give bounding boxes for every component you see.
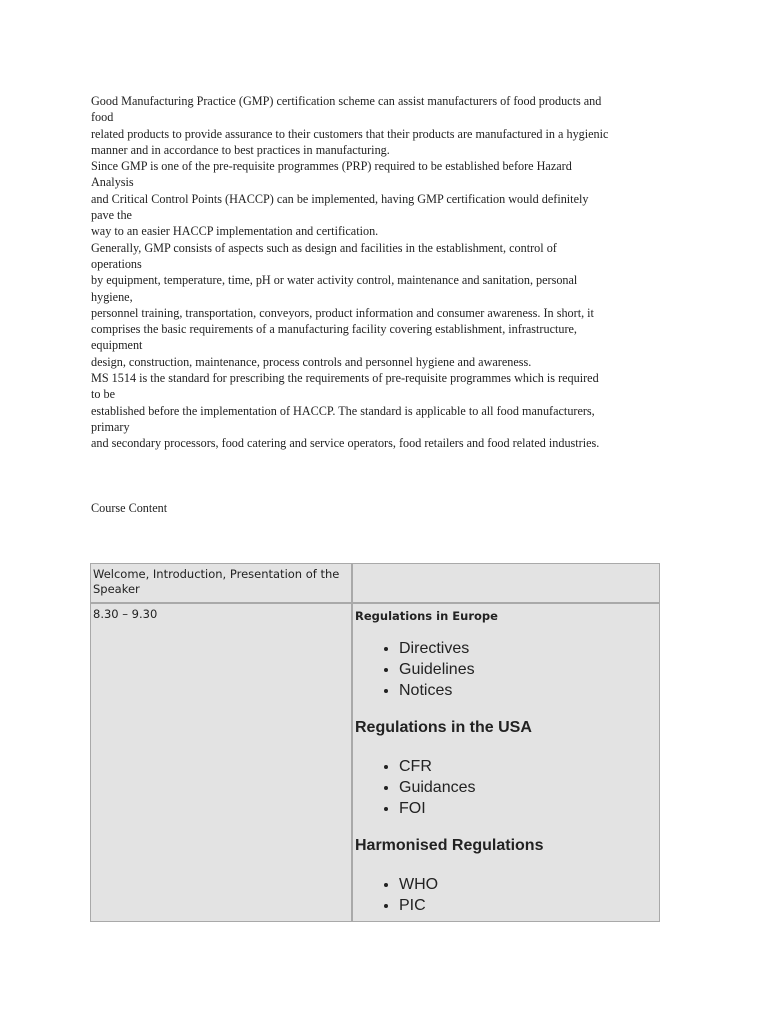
intro-line: comprises the basic requirements of a manufacturing facility covering establishment, infrastructure, [91,322,577,337]
intro-line: established before the implementation of HACCP. The standard is applicable to all food manufacturers, [91,403,595,418]
list-item: • Notices [399,680,657,701]
empty-cell [352,563,660,603]
intro-line: equipment [91,338,143,353]
intro-line: design, construction, maintenance, process controls and personnel hygiene and awareness. [91,354,532,369]
intro-line: and Critical Control Points (HACCP) can be implemented, having GMP certification would definitely [91,191,589,206]
harmonised-list [355,874,657,916]
session-cell [352,603,660,922]
intro-line: food [91,110,114,125]
welcome-cell: Welcome, Introduction, Presentation of the Speaker [90,563,352,603]
list-item: • CFR [399,756,657,777]
list-item: • WHO [399,874,657,895]
intro-line: hygiene, [91,289,133,304]
intro-line: MS 1514 is the standard for prescribing the requirements of pre-requisite programmes which is required [91,371,599,386]
intro-line: Analysis [91,175,134,190]
intro-line: manner and in accordance to best practices in manufacturing. [91,142,390,157]
intro-line: operations [91,256,142,271]
table-row [90,603,660,922]
intro-paragraph [91,93,691,452]
agenda-table [90,563,660,922]
usa-list [355,756,657,819]
intro-line: by equipment, temperature, time, pH or water activity control, maintenance and sanitation, personal [91,273,578,288]
intro-line: Good Manufacturing Practice (GMP) certification scheme can assist manufacturers of food products and [91,94,602,108]
list-item: • FOI [399,798,657,819]
time-cell: 8.30 – 9.30 [90,603,352,922]
intro-line: personnel training, transportation, conveyors, product information and consumer awareness. In short, it [91,305,594,320]
regulations-europe-title: Regulations in Europe [355,609,498,623]
intro-line: and secondary processors, food catering and service operators, food retailers and food related industries. [91,436,600,451]
intro-line: primary [91,419,130,434]
intro-line: Generally, GMP consists of aspects such as design and facilities in the establishment, control of [91,240,557,255]
intro-line: way to an easier HACCP implementation and certification. [91,224,379,239]
course-content-heading: Course Content [91,501,168,515]
list-item: • Guidances [399,777,657,798]
intro-line: pave the [91,208,132,223]
europe-list [355,638,657,701]
regulations-usa-heading: Regulations in the USA [355,719,532,736]
intro-line: related products to provide assurance to their customers that their products are manufactured in a hygienic [91,126,609,141]
table-row [90,563,660,603]
harmonised-regulations-heading: Harmonised Regulations [355,837,544,854]
list-item: • PIC [399,895,657,916]
list-item: • Guidelines [399,659,657,680]
intro-line: to be [91,387,116,402]
intro-line: Since GMP is one of the pre-requisite programmes (PRP) required to be established before Hazard [91,159,572,174]
list-item: • Directives [399,638,657,659]
